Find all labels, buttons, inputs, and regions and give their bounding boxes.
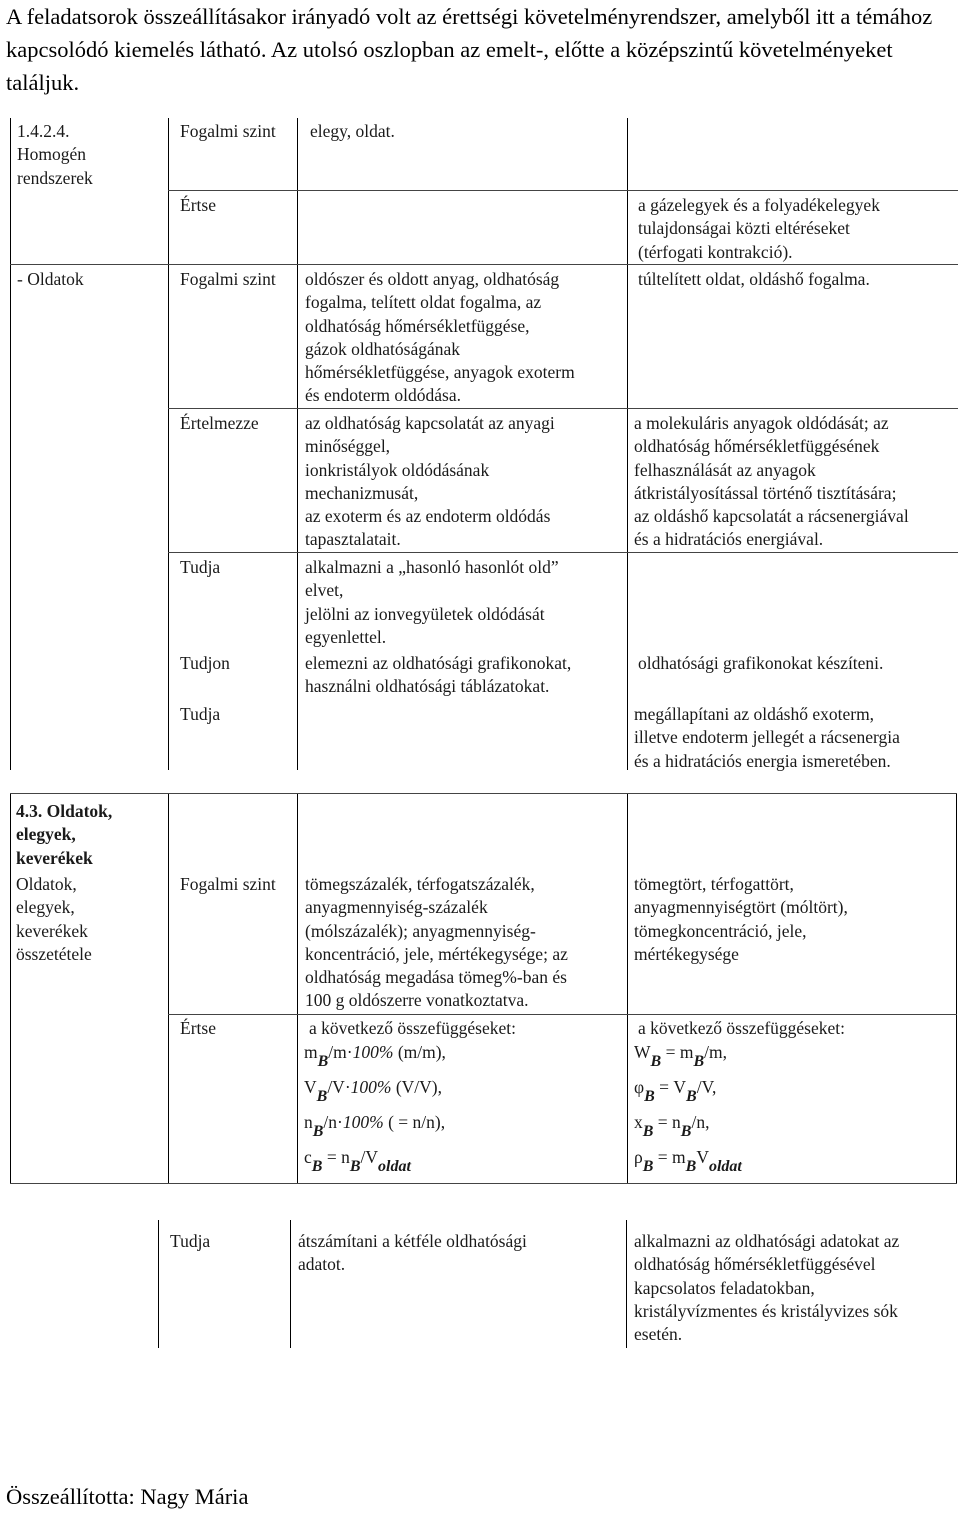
mid-formulas-intro: a következő összefüggéseket:	[309, 1018, 517, 1038]
section-label: 1.4.2.4. Homogén rendszerek	[17, 121, 93, 188]
mid-level-text: tömegszázalék, térfogatszázalék, anyagmennyiség-százalék (mólszázalék); anyagmennyiség- koncentráció, jele, mértékegysége; az oldhatóság megadása tömeg%-ban és 100 g oldószerre vonatkoztatva.	[305, 874, 568, 1011]
advanced-level-text: tömegtört, térfogattört, anyagmennyiségtört (móltört), tömegkoncentráció, jele, mértékegysége	[634, 874, 848, 964]
level-label: Tudja	[180, 557, 221, 577]
table2-row-line	[168, 1014, 957, 1015]
mid-level-text: elegy, oldat.	[310, 121, 395, 141]
table1-divider-2	[297, 118, 298, 770]
level-label: Értelmezze	[180, 413, 259, 433]
formula-volume-fraction: φB = VB/V,	[634, 1077, 717, 1105]
table2-divider-2	[297, 793, 298, 1183]
table1-border-left	[10, 118, 11, 770]
table1-row-line	[168, 552, 958, 553]
advanced-formulas-intro: a következő összefüggéseket:	[638, 1018, 846, 1038]
table1-divider-1	[168, 118, 169, 770]
advanced-level-text: a gázelegyek és a folyadékelegyek tulajdonságai közti eltéréseket (térfogati kontrakció).	[638, 195, 880, 262]
table2-divider-3	[627, 793, 628, 1183]
mid-level-text: alkalmazni a „hasonló hasonlót old” elvet, jelölni az ionvegyületek oldódását egyenlettel.	[305, 557, 559, 647]
mid-level-text: elemezni az oldhatósági grafikonokat, használni oldhatósági táblázatokat.	[305, 653, 572, 697]
table2-divider-1	[168, 793, 169, 1183]
formula-mole-fraction: xB = nB/n,	[634, 1112, 710, 1140]
table2-border-left	[10, 793, 11, 1183]
subsection-label: Oldatok, elegyek, keverékek összetétele	[16, 874, 92, 964]
table1-row-line	[168, 190, 958, 191]
formula-concentration: cB = nB/Voldat	[304, 1147, 411, 1175]
level-label: Értse	[180, 1018, 216, 1038]
formula-mass-percent: mB/m·100% (m/m),	[304, 1042, 446, 1070]
table2-border-right	[956, 793, 957, 1183]
table3-divider-2	[290, 1220, 291, 1348]
intro-paragraph: A feladatsorok összeállításakor irányadó volt az érettségi követelményrendszer, amelyből itt a témához kapcsolódó kiemelés látható. Az utolsó oszlopban az emelt-, előtte a középszintű követelményeket találjuk.	[6, 4, 933, 95]
advanced-level-text: megállapítani az oldáshő exoterm, illetve endoterm jellegét a rácsenergia és a hidratációs energia ismeretében.	[634, 704, 900, 771]
mid-level-text: az oldhatóság kapcsolatát az anyagi minőséggel, ionkristályok oldódásának mechanizmusát, az exoterm és az endoterm oldódás tapasztalatait.	[305, 413, 555, 550]
table2-top-border	[10, 793, 957, 794]
level-label: Tudja	[180, 704, 221, 724]
mid-level-text: átszámítani a kétféle oldhatósági adatot.	[298, 1231, 527, 1275]
level-label: Tudjon	[180, 653, 230, 673]
formula-mass-concentration: ρB = mBVoldat	[634, 1147, 742, 1175]
level-label: Tudja	[170, 1231, 211, 1251]
level-label: Fogalmi szint	[180, 121, 276, 141]
table1-row-line	[10, 264, 958, 265]
formula-mole-percent: nB/n·100% ( = n/n),	[304, 1112, 446, 1140]
advanced-level-text: túltelített oldat, oldáshő fogalma.	[638, 269, 870, 289]
level-label: Értse	[180, 195, 216, 215]
author-credit: Összeállította: Nagy Mária	[6, 1484, 249, 1509]
subsection-label: - Oldatok	[17, 269, 84, 289]
advanced-level-text: alkalmazni az oldhatósági adatokat az oldhatóság hőmérsékletfüggésével kapcsolatos feladatokban, kristályvízmentes és kristályvizes sók esetén.	[634, 1231, 900, 1345]
advanced-level-text: oldhatósági grafikonokat készíteni.	[638, 653, 884, 673]
level-label: Fogalmi szint	[180, 874, 276, 894]
formula-volume-percent: VB/V·100% (V/V),	[304, 1077, 443, 1105]
table3-divider-1	[158, 1220, 159, 1348]
level-label: Fogalmi szint	[180, 269, 276, 289]
table1-divider-3	[627, 118, 628, 770]
mid-level-text: oldószer és oldott anyag, oldhatóság fogalma, telített oldat fogalma, az oldhatóság hőmérsékletfüggése, gázok oldhatóságának hőmérsékletfüggése, anyagok exoterm és endoterm oldódása.	[305, 269, 575, 406]
table3-divider-3	[626, 1220, 627, 1348]
advanced-level-text: a molekuláris anyagok oldódását; az oldhatóság hőmérsékletfüggésének felhasználását az anyagok átkristályosítással történő tisztítására; az oldáshő kapcsolatát a rácsenergiával és a hidratációs energiával.	[634, 413, 909, 550]
table2-bottom-border	[10, 1183, 957, 1184]
table1-row-line	[168, 408, 958, 409]
section-label: 4.3. Oldatok, elegyek, keverékek	[16, 801, 113, 868]
formula-mass-fraction: WB = mB/m,	[634, 1042, 727, 1070]
